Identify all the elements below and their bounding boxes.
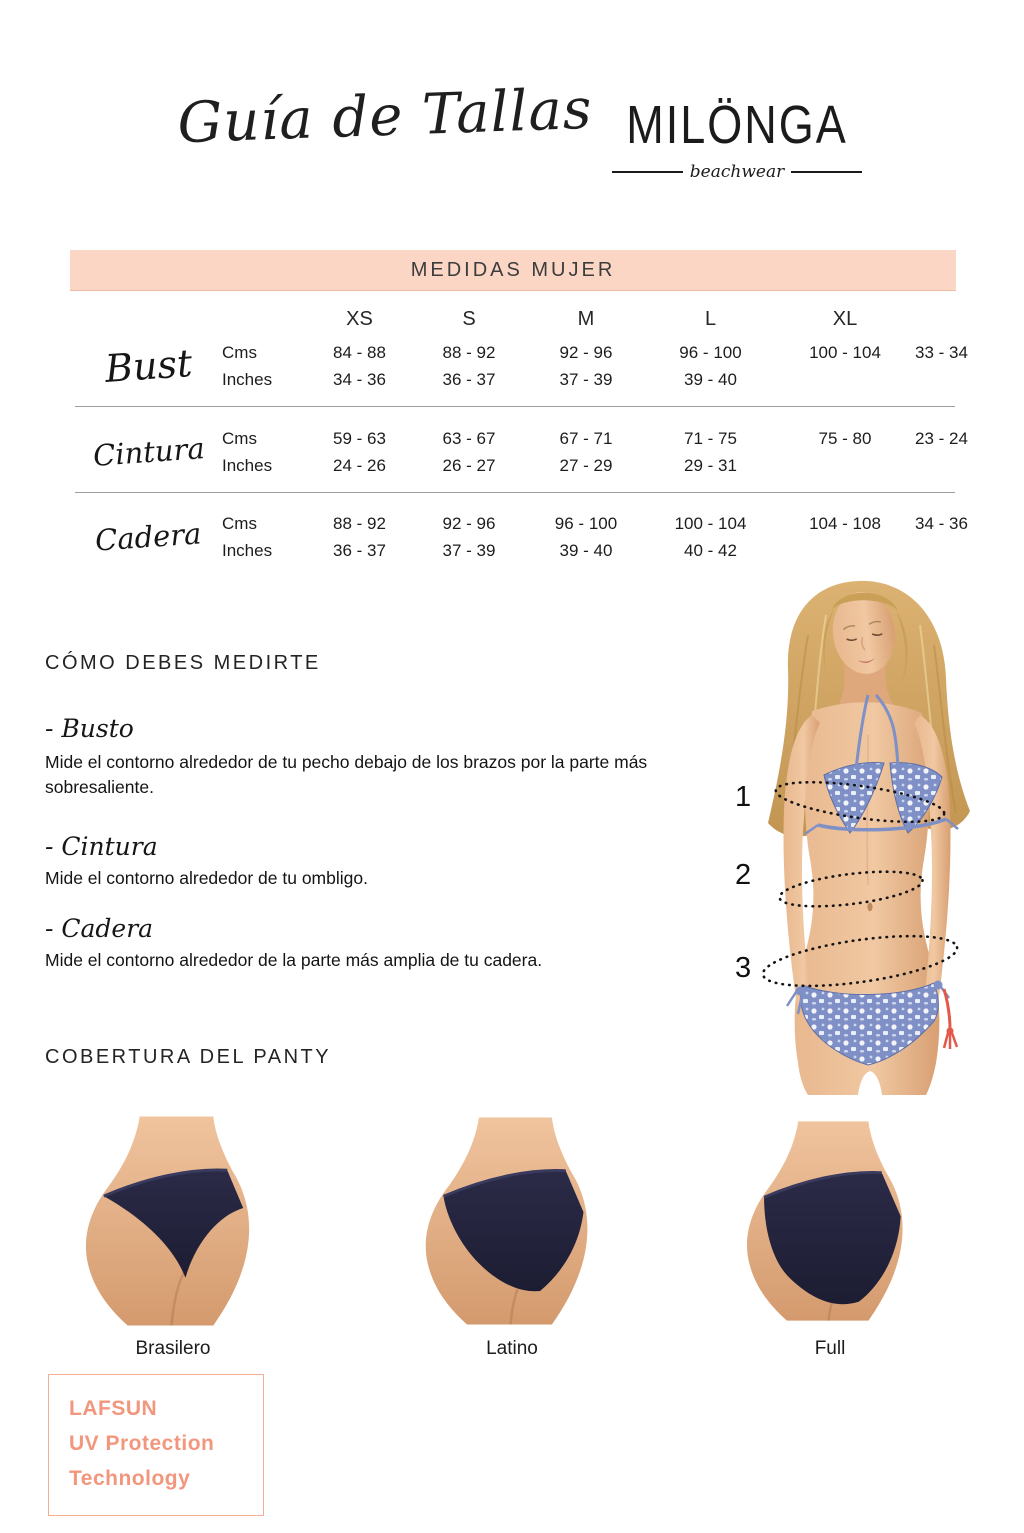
cintura-cms-xs: 59 - 63: [333, 428, 386, 448]
bust-in-m: 36 - 37: [442, 369, 496, 389]
cintura-in-xs: 23 - 24: [915, 428, 968, 448]
figure-number-hip: 3: [735, 952, 752, 984]
coverage-heading: COBERTURA DEL PANTY: [45, 1046, 332, 1068]
bust-in-xs: 33 - 34: [915, 342, 968, 362]
panty-label-full: Full: [814, 1338, 846, 1359]
cintura-cms-s: 63 - 67: [442, 428, 496, 448]
logo-rule-right: [791, 171, 862, 173]
cadera-cms-m: 96 - 100: [554, 513, 618, 533]
cadera-in-xs: 34 - 36: [915, 513, 968, 533]
size-header-l: L: [704, 308, 717, 330]
unit-label-cms: Cms: [222, 342, 257, 362]
cadera-in-l: 39 - 40: [559, 540, 613, 560]
table-row-cadera: [75, 510, 968, 564]
cadera-cms-xs: 88 - 92: [333, 513, 386, 533]
measure-cadera-label: - Cadera: [45, 914, 154, 943]
bust-cms-xs: 84 - 88: [333, 342, 386, 362]
badge-line-2: UV Protection: [69, 1432, 215, 1455]
cadera-cms-l: 100 - 104: [674, 513, 747, 533]
unit-label-cms: Cms: [222, 513, 257, 533]
table-banner: MEDIDAS MUJER: [70, 250, 956, 291]
measure-cadera-text: Mide el contorno alrededor de la parte más amplia de tu cadera.: [45, 950, 543, 970]
cadera-in-m: 37 - 39: [442, 540, 496, 560]
measure-busto-text: Mide el contorno alrededor de tu pecho debajo de los brazos por la parte más sobresaliente.: [45, 752, 648, 797]
model-illustration: [698, 575, 1012, 1095]
panty-latino-image: [406, 1115, 618, 1327]
uv-protection-badge: [48, 1374, 264, 1516]
unit-label-cms: Cms: [222, 428, 257, 448]
bust-cms-m: 92 - 96: [559, 342, 613, 362]
panty-brasilero-image: [66, 1115, 280, 1327]
size-table: [75, 295, 968, 575]
brand-subtitle-text: beachwear: [689, 162, 785, 182]
cintura-cms-l: 71 - 75: [684, 428, 737, 448]
brand-subtitle: [612, 162, 862, 182]
row-label-bust: Bust: [103, 341, 194, 391]
unit-label-inches: Inches: [222, 369, 273, 389]
badge-line-1: LAFSUN: [69, 1397, 158, 1420]
cintura-cms-xl: 75 - 80: [818, 428, 872, 448]
size-header-m: M: [577, 308, 595, 330]
badge-line-3: Technology: [69, 1467, 191, 1490]
cintura-in-l: 27 - 29: [559, 455, 613, 475]
cintura-in-s: 24 - 26: [333, 455, 386, 475]
table-row-bust: [75, 339, 968, 393]
row-label-cintura: Cintura: [91, 431, 206, 473]
bust-cms-xl: 100 - 104: [809, 342, 881, 362]
figure-number-bust: 1: [735, 781, 752, 813]
table-divider-1: [75, 406, 955, 407]
logo-rule-left: [612, 171, 683, 173]
cintura-cms-m: 67 - 71: [559, 428, 613, 448]
row-label-cadera: Cadera: [94, 516, 203, 558]
unit-label-inches: Inches: [222, 540, 273, 560]
panty-full-image: [728, 1115, 932, 1327]
cadera-in-s: 36 - 37: [333, 540, 386, 560]
bust-cms-s: 88 - 92: [442, 342, 496, 362]
cintura-in-xl: 29 - 31: [684, 455, 737, 475]
cintura-in-m: 26 - 27: [442, 455, 496, 475]
size-header-xs: XS: [346, 308, 373, 330]
table-row-cintura: [75, 425, 968, 479]
measure-busto-label: - Busto: [45, 714, 134, 743]
panty-label-latino: Latino: [486, 1338, 538, 1359]
cadera-cms-s: 92 - 96: [442, 513, 496, 533]
size-header-s: S: [462, 308, 476, 330]
measure-cintura-label: - Cintura: [45, 832, 158, 861]
brand-logo: [612, 94, 862, 182]
brand-name: MILÖNGA: [626, 94, 848, 156]
size-header-row: [75, 308, 955, 331]
how-to-measure-heading: CÓMO DEBES MEDIRTE: [45, 652, 321, 674]
table-divider-2: [75, 492, 955, 493]
unit-label-inches: Inches: [222, 455, 273, 475]
page-title: Guía de Tallas: [176, 76, 594, 157]
figure-number-waist: 2: [735, 859, 752, 891]
size-header-xl: XL: [832, 308, 858, 330]
panty-label-brasilero: Brasilero: [135, 1338, 211, 1359]
measure-cintura-text: Mide el contorno alrededor de tu ombligo.: [45, 868, 368, 888]
model-photo: [698, 575, 1012, 1095]
bust-in-xl: 39 - 40: [684, 369, 737, 389]
cadera-in-xl: 40 - 42: [684, 540, 737, 560]
bust-in-s: 34 - 36: [333, 369, 386, 389]
bust-in-l: 37 - 39: [559, 369, 613, 389]
cadera-cms-xl: 104 - 108: [809, 513, 881, 533]
bust-cms-l: 96 - 100: [679, 342, 742, 362]
